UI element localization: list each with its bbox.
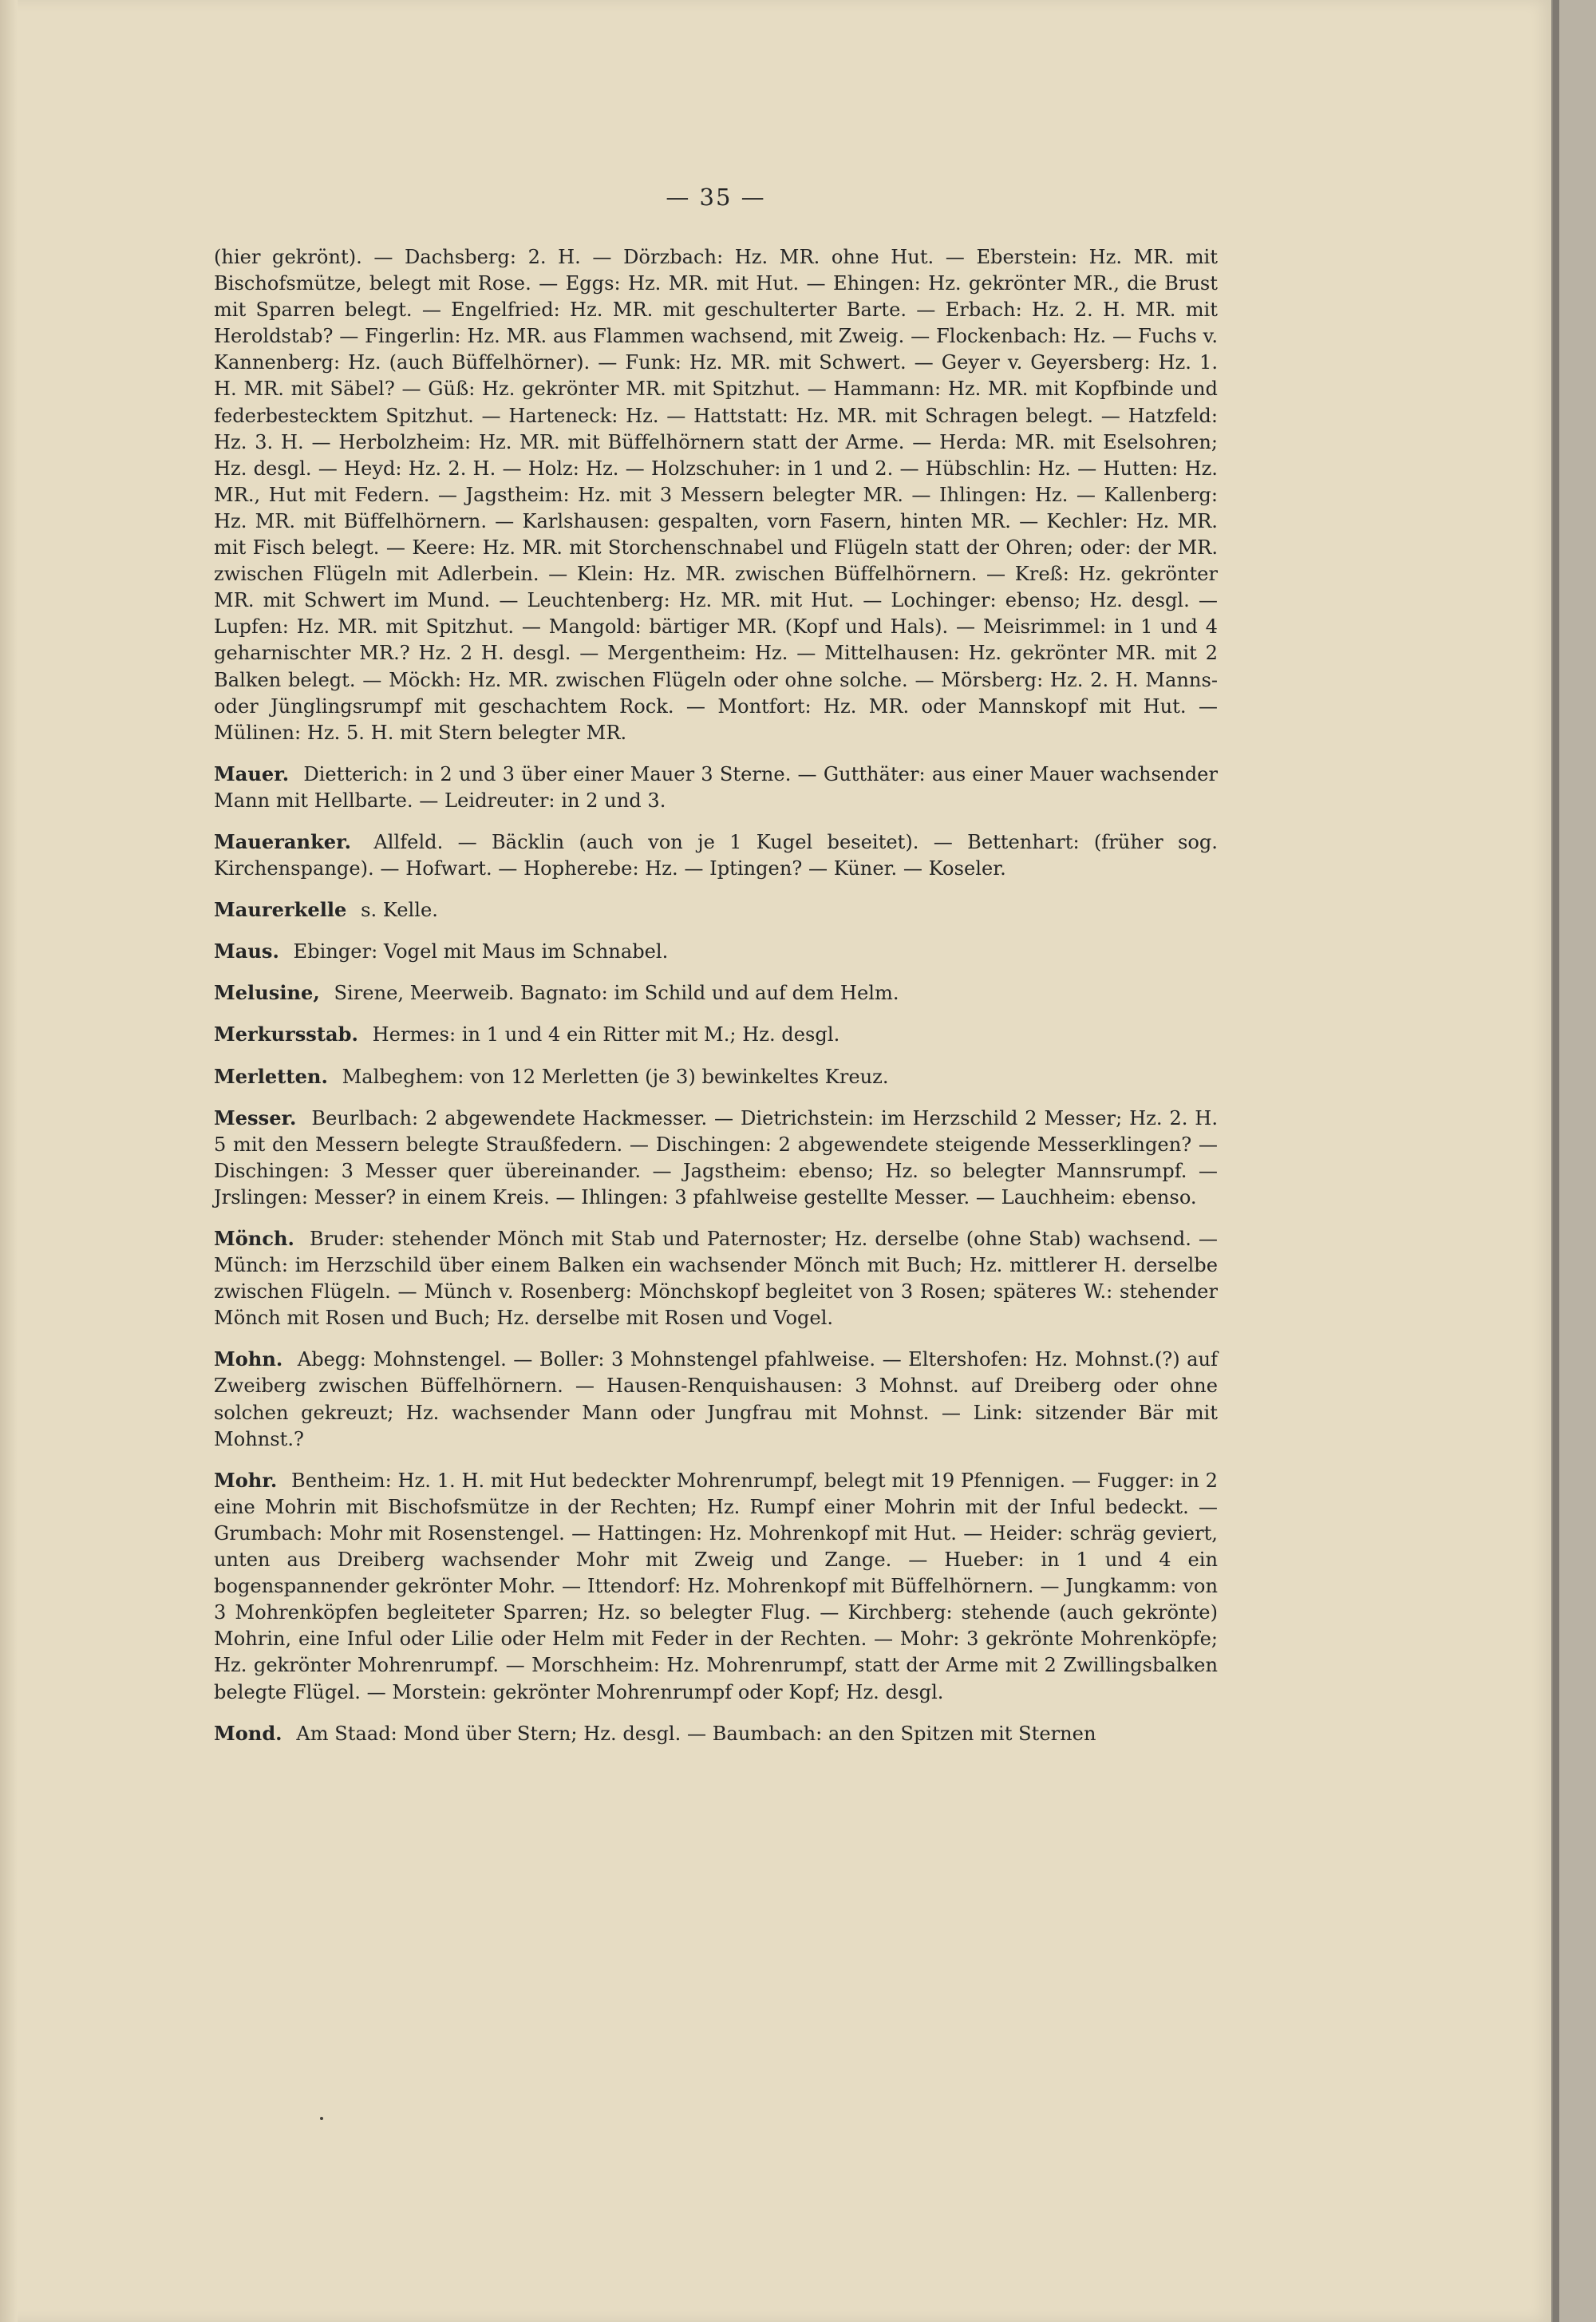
- entry-maueranker: [214, 829, 1218, 882]
- entry-text: Am Staad: Mond über Stern; Hz. desgl. — Baumbach: an den Spitzen mit Sternen: [296, 1722, 1096, 1745]
- entry-merletten: [214, 1063, 1218, 1090]
- entry-mond: [214, 1720, 1218, 1747]
- entry-heading: Mohr.: [214, 1468, 278, 1492]
- entry-maus: [214, 938, 1218, 965]
- entry-heading: Messer.: [214, 1106, 297, 1129]
- entry-text: Beurlbach: 2 abgewendete Hackmesser. — Dietrichstein: im Herzschild 2 Messer; Hz. 2. H. 5 mit den Messern belegte Straußfedern. — Dischingen: 2 abgewendete steigende Messerklingen? — Dischingen: 3 Messer quer übereinander. — Jagstheim: ebenso; Hz. so belegter Mannsrumpf. — Jrslingen: Messer? in einem Kreis. — Ihlingen: 3 pfahlweise gestellte Messer. — Lauchheim: ebenso.: [214, 1106, 1219, 1208]
- entry-mohr: [214, 1467, 1218, 1706]
- entry-heading: Mohn.: [214, 1347, 283, 1371]
- entry-text: Malbeghem: von 12 Merletten (je 3) bewinkeltes Kreuz.: [342, 1065, 889, 1088]
- left-page-edge: [0, 0, 18, 2322]
- entry-mohn: [214, 1346, 1218, 1452]
- entry-heading: Merletten.: [214, 1064, 328, 1088]
- entry-heading: Mond.: [214, 1721, 282, 1745]
- text-column: [214, 184, 1218, 1762]
- paper-speck: [320, 2117, 323, 2120]
- entry-text: Bruder: stehender Mönch mit Stab und Paternoster; Hz. derselbe (ohne Stab) wachsend. — Münch: im Herzschild über einem Balken ein wachsender Mönch mit Buch; Hz. mittlerer H. derselbe zwischen Flügeln. — Münch v. Rosenberg: Mönchskopf begleitet von 3 Rosen; späteres W.: stehender Mönch mit Rosen und Buch; Hz. derselbe mit Rosen und Vogel.: [214, 1228, 1218, 1330]
- entry-heading: Mönch.: [214, 1227, 294, 1250]
- entry-mauer: [214, 761, 1218, 814]
- right-binding-edge: [1551, 0, 1596, 2322]
- page-number: — 35 —: [666, 184, 766, 211]
- entry-heading: Mauer.: [214, 761, 290, 785]
- entry-heading: Merkursstab.: [214, 1023, 358, 1046]
- entry-continued: [214, 244, 1218, 746]
- entry-text: Dietterich: in 2 und 3 über einer Mauer 3 Sterne. — Gutthäter: aus einer Mauer wachsender Mann mit Hellbarte. — Leidreuter: in 2 und 3.: [214, 762, 1218, 812]
- entry-text: s. Kelle.: [361, 899, 438, 922]
- entry-heading: Maus.: [214, 939, 279, 963]
- entry-maurerkelle: [214, 896, 1218, 924]
- entry-text: Hermes: in 1 und 4 ein Ritter mit M.; Hz. desgl.: [372, 1023, 840, 1046]
- entry-text: (hier gekrönt). — Dachsberg: 2. H. — Dörzbach: Hz. MR. ohne Hut. — Eberstein: Hz. MR. mit Bischofsmütze, belegt mit Rose. — Eggs: Hz. MR. mit Hut. — Ehingen: Hz. gekrönter MR., die Brust mit Sparren belegt. — Engelfried: Hz. MR. mit geschulterter Barte. — Erbach: Hz. 2. H. MR. mit Heroldstab? — Fingerlin: Hz. MR. aus Flammen wachsend, mit Zweig. — Flockenbach: Hz. — Fuchs v. Kannenberg: Hz. (auch Büffelhörner). — Funk: Hz. MR. mit Schwert. — Geyer v. Geyersberg: Hz. 1. H. MR. mit Säbel? — Güß: Hz. gekrönter MR. mit Spitzhut. — Hammann: Hz. MR. mit Kopfbinde und federbestecktem Spitzhut. — Harteneck: Hz. — Hattstatt: Hz. MR. mit Schragen belegt. — Hatzfeld: Hz. 3. H. — Herbolzheim: Hz. MR. mit Büffelhörnern statt der Arme. — Herda: MR. mit Eselsohren; Hz. desgl. — Heyd: Hz. 2. H. — Holz: Hz. — Holzschuher: in 1 und 2. — Hübschlin: Hz. — Hutten: Hz. MR., Hut mit Federn. — Jagstheim: Hz. mit 3 Messern belegter MR. — Ihlingen: Hz. — Kallenberg: Hz. MR. mit Büffelhörnern. — Karlshausen: gespalten, vorn Fasern, hinten MR. — Kechler: Hz. MR. mit Fisch belegt. — Keere: Hz. MR. mit Storchenschnabel und Flügeln statt der Ohren; oder: der MR. zwischen Flügeln mit Adlerbein. — Klein: Hz. MR. zwischen Büffelhörnern. — Kreß: Hz. gekrönter MR. mit Schwert im Mund. — Leuchtenberg: Hz. MR. mit Hut. — Lochinger: ebenso; Hz. desgl. — Lupfen: Hz. MR. mit Spitzhut. — Mangold: bärtiger MR. (Kopf und Hals). — Meisrimmel: in 1 und 4 geharnischter MR.? Hz. 2 H. desgl. — Mergentheim: Hz. — Mittelhausen: Hz. gekrönter MR. mit 2 Balken belegt. — Möckh: Hz. MR. zwischen Flügeln oder ohne solche. — Mörsberg: Hz. 2. H. Manns- oder Jünglingsrumpf mit geschachtem Rock. — Montfort: Hz. MR. oder Mannskopf mit Hut. — Mülinen: Hz. 5. H. mit Stern belegter MR.: [214, 246, 1218, 744]
- entry-text: Bentheim: Hz. 1. H. mit Hut bedeckter Mohrenrumpf, belegt mit 19 Pfennigen. — Fugger: in 2 eine Mohrin mit Bischofsmütze in der Rechten; Hz. Rumpf einer Mohrin mit der Inful bedeckt. — Grumbach: Mohr mit Rosenstengel. — Hattingen: Hz. Mohrenkopf mit Hut. — Heider: schräg geviert, unten aus Dreiberg wachsender Mohr mit Zweig und Zange. — Hueber: in 1 und 4 ein bogenspannender gekrönter Mohr. — Ittendorf: Hz. Mohrenkopf mit Büffelhörnern. — Jungkamm: von 3 Mohrenköpfen begleiteter Sparren; Hz. so belegter Flug. — Kirchberg: stehende (auch gekrönte) Mohrin, eine Inful oder Lilie oder Helm mit Feder in der Rechten. — Mohr: 3 gekrönte Mohrenköpfe; Hz. gekrönter Mohrenrumpf. — Morschheim: Hz. Mohrenrumpf, statt der Arme mit 2 Zwillingsbalken belegte Flügel. — Morstein: gekrönter Mohrenrumpf oder Kopf; Hz. desgl.: [214, 1469, 1218, 1703]
- entry-moench: [214, 1225, 1218, 1331]
- entry-melusine: [214, 979, 1218, 1007]
- entry-merkursstab: [214, 1021, 1218, 1048]
- entry-messer: [214, 1105, 1218, 1211]
- entry-heading: Maueranker.: [214, 829, 352, 853]
- entry-text: Allfeld. — Bäcklin (auch von je 1 Kugel beseitet). — Bettenhart: (früher sog. Kirchenspange). — Hofwart. — Hopherebe: Hz. — Iptingen? — Küner. — Koseler.: [214, 830, 1218, 880]
- entry-heading: Maurerkelle: [214, 898, 347, 922]
- entry-text: Abegg: Mohnstengel. — Boller: 3 Mohnstengel pfahlweise. — Eltershofen: Hz. Mohnst.(?) auf Zweiberg zwischen Büffelhörnern. — Hausen-Renquishausen: 3 Mohnst. auf Dreiberg oder ohne solchen gekreuzt; Hz. wachsender Mann oder Jungfrau mit Mohnst. — Link: sitzender Bär mit Mohnst.?: [214, 1348, 1218, 1450]
- entry-heading: Melusine,: [214, 981, 320, 1005]
- entry-text: Ebinger: Vogel mit Maus im Schnabel.: [293, 940, 669, 963]
- entry-text: Sirene, Meerweib. Bagnato: im Schild und auf dem Helm.: [334, 982, 899, 1005]
